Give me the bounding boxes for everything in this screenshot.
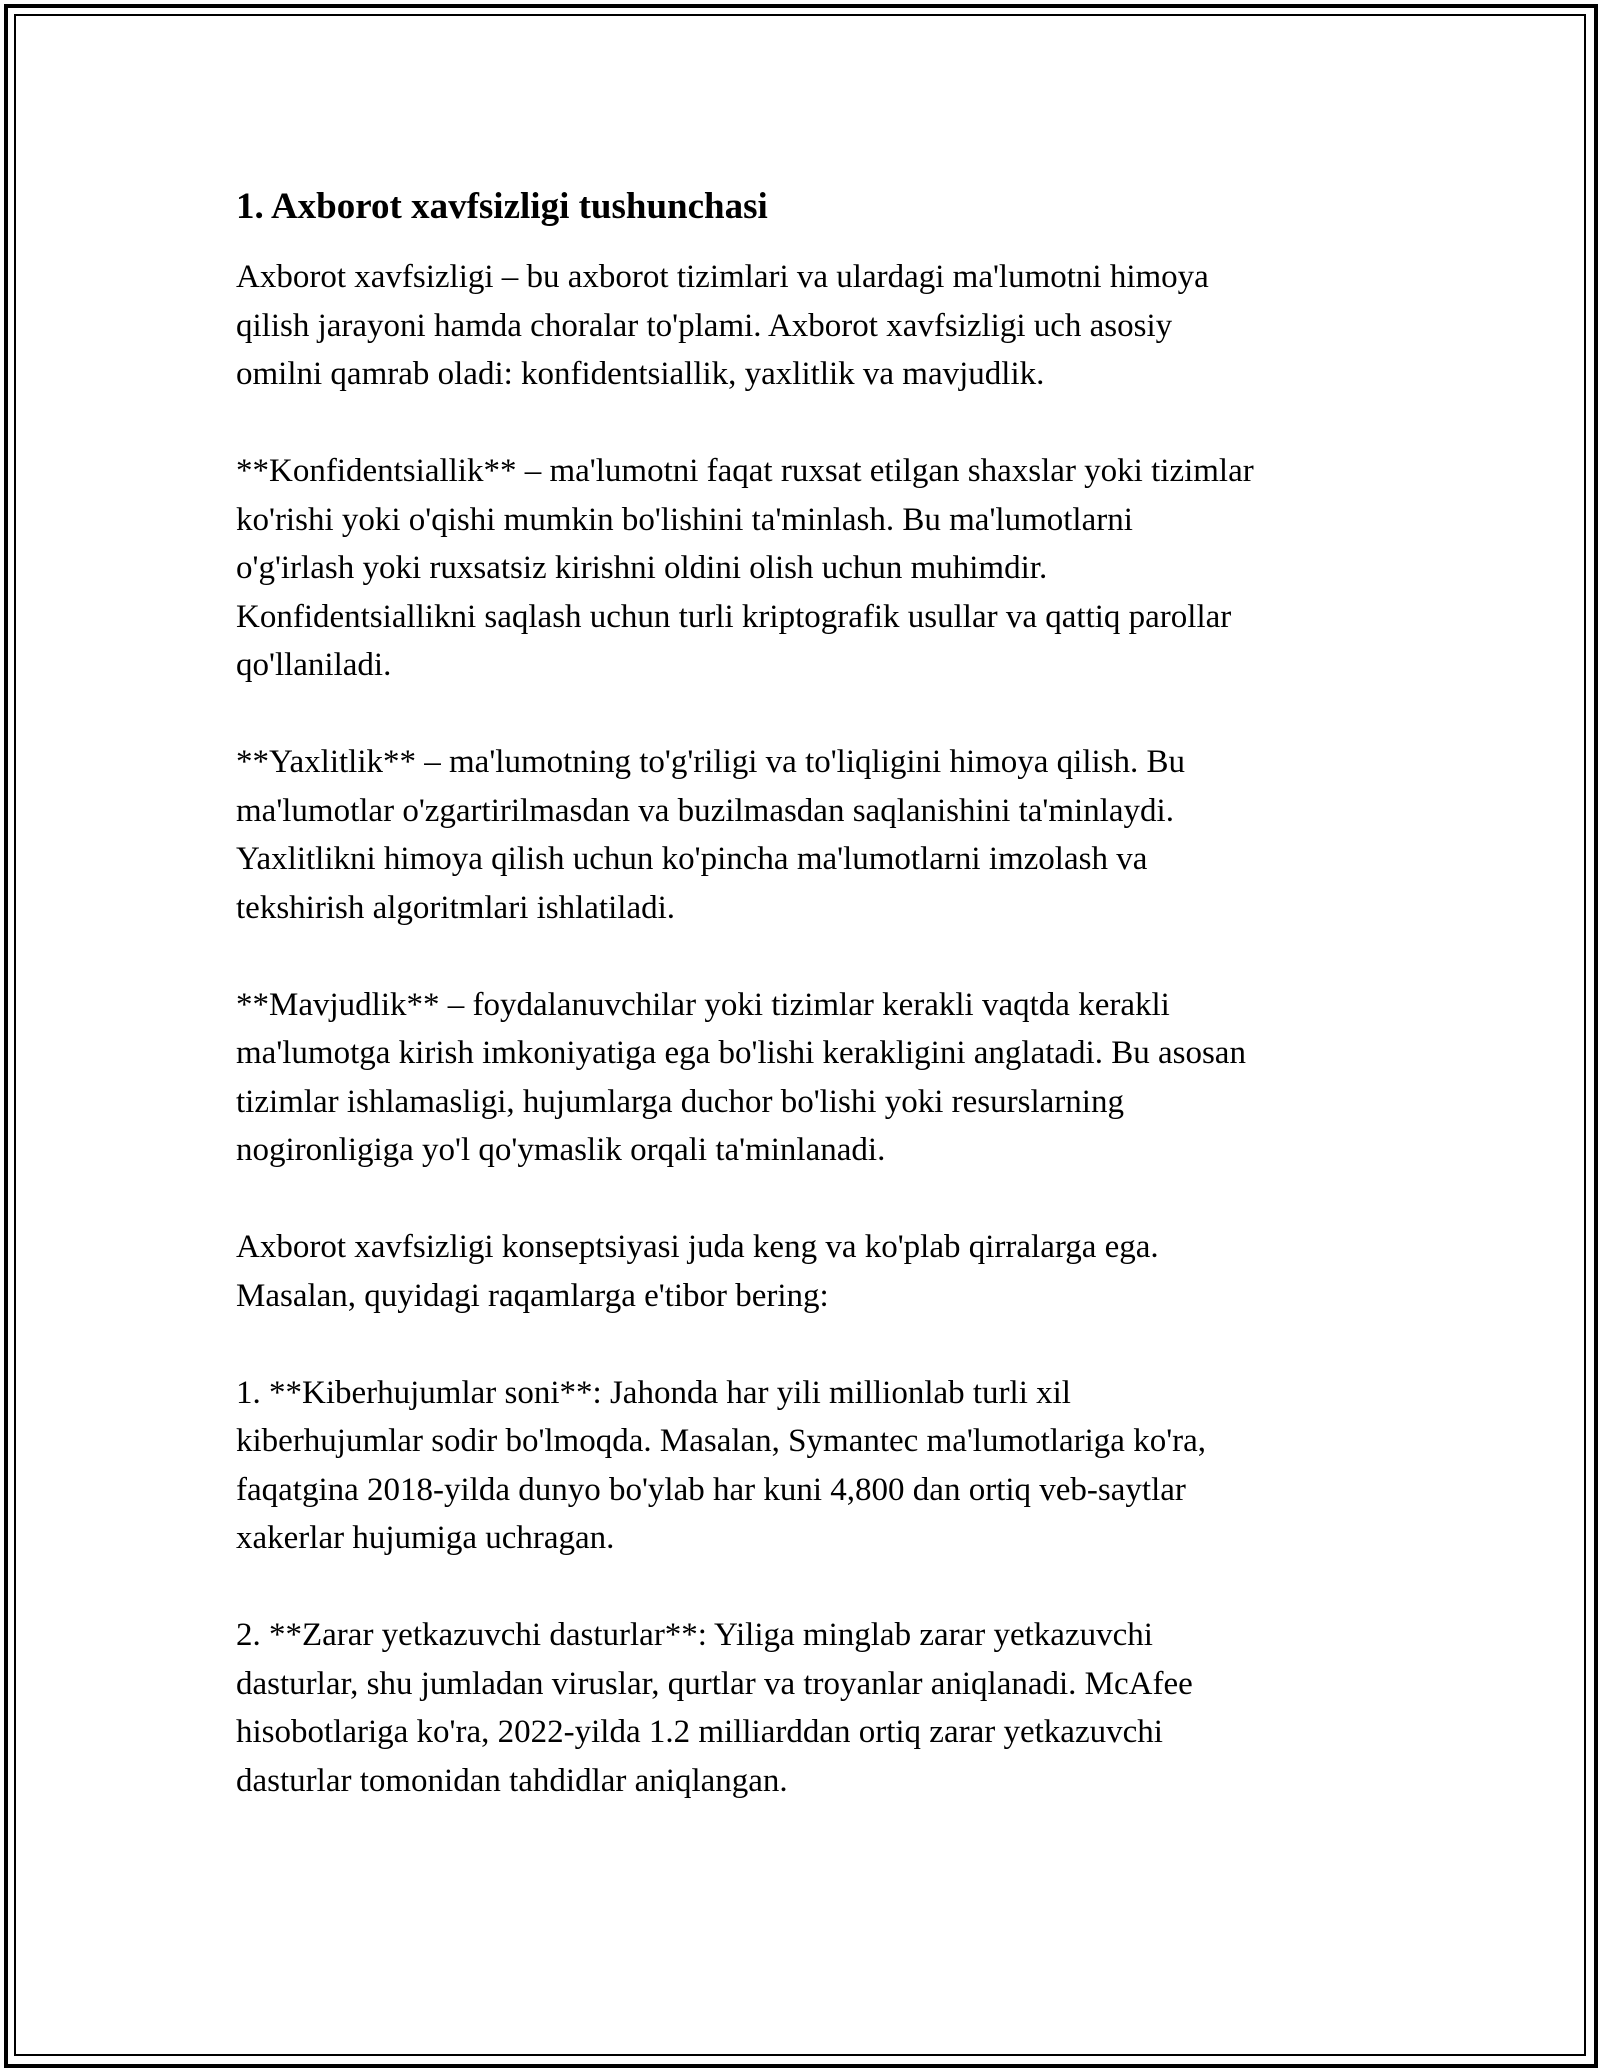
text-line: Masalan, quyidagi raqamlarga e'tibor bering: bbox=[236, 1277, 829, 1314]
text-line: 2. **Zarar yetkazuvchi dasturlar**: Yiliga minglab zarar yetkazuvchi bbox=[236, 1617, 1153, 1653]
text-line: omilni qamrab oladi: konfidentsiallik, yaxlitlik va mavjudlik. bbox=[236, 356, 1045, 392]
text-line: ma'lumotga kirish imkoniyatiga ega bo'lishi kerakligini anglatadi. Bu asosan bbox=[236, 1035, 1246, 1071]
text-line: faqatgina 2018-yilda dunyo bo'ylab har kuni 4,800 dan ortiq veb-saytlar bbox=[236, 1471, 1186, 1508]
text-line: ma'lumotlar o'zgartirilmasdan va buzilmasdan saqlanishini ta'minlaydi. bbox=[236, 792, 1174, 829]
text-line: Konfidentsiallikni saqlash uchun turli kriptografik usullar va qattiq parollar bbox=[236, 598, 1232, 635]
text-line: Axborot xavfsizligi konseptsiyasi juda keng va ko'plab qirralarga ega. bbox=[236, 1229, 1159, 1265]
text-line: Axborot xavfsizligi – bu axborot tizimlari va ulardagi ma'lumotni himoya bbox=[236, 259, 1209, 295]
text-line: dasturlar, shu jumladan viruslar, qurtlar va troyanlar aniqlanadi. McAfee bbox=[236, 1665, 1193, 1702]
list-item-malware bbox=[236, 1611, 1386, 1805]
text-line: tekshirish algoritmlari ishlatiladi. bbox=[236, 889, 676, 926]
text-line: xakerlar hujumiga uchragan. bbox=[236, 1520, 615, 1556]
paragraph-availability bbox=[236, 981, 1386, 1175]
paragraph-confidentiality bbox=[236, 447, 1386, 690]
text-line: dasturlar tomonidan tahdidlar aniqlangan. bbox=[236, 1762, 788, 1799]
text-line: **Yaxlitlik** – ma'lumotning to'g'riligi va to'liqligini himoya qilish. Bu bbox=[236, 744, 1186, 780]
paragraph-integrity bbox=[236, 738, 1386, 932]
paragraph-concept bbox=[236, 1223, 1386, 1320]
list-item-cyberattacks bbox=[236, 1369, 1386, 1563]
text-line: o'g'irlash yoki ruxsatsiz kirishni oldini olish uchun muhimdir. bbox=[236, 550, 1048, 586]
text-line: 1. **Kiberhujumlar soni**: Jahonda har yili millionlab turli xil bbox=[236, 1374, 1071, 1411]
text-line: tizimlar ishlamasligi, hujumlarga duchor bo'lishi yoki resurslarning bbox=[236, 1083, 1124, 1120]
text-line: **Konfidentsiallik** – ma'lumotni faqat ruxsat etilgan shaxslar yoki tizimlar bbox=[236, 453, 1254, 489]
section-heading: 1. Axborot xavfsizligi tushunchasi bbox=[236, 186, 768, 227]
text-line: nogironligiga yo'l qo'ymaslik orqali ta'minlanadi. bbox=[236, 1132, 886, 1168]
document-body bbox=[236, 185, 1386, 1854]
text-line: qo'llaniladi. bbox=[236, 647, 392, 683]
text-line: hisobotlariga ko'ra, 2022-yilda 1.2 milliarddan ortiq zarar yetkazuvchi bbox=[236, 1714, 1163, 1750]
text-line: **Mavjudlik** – foydalanuvchilar yoki tizimlar kerakli vaqtda kerakli bbox=[236, 986, 1170, 1023]
text-line: Yaxlitlikni himoya qilish uchun ko'pincha ma'lumotlarni imzolash va bbox=[236, 841, 1148, 877]
text-line: ko'rishi yoki o'qishi mumkin bo'lishini ta'minlash. Bu ma'lumotlarni bbox=[236, 501, 1133, 538]
text-line: qilish jarayoni hamda choralar to'plami. Axborot xavfsizligi uch asosiy bbox=[236, 307, 1173, 344]
text-line: kiberhujumlar sodir bo'lmoqda. Masalan, Symantec ma'lumotlariga ko'ra, bbox=[236, 1423, 1207, 1459]
paragraph-intro bbox=[236, 253, 1386, 399]
